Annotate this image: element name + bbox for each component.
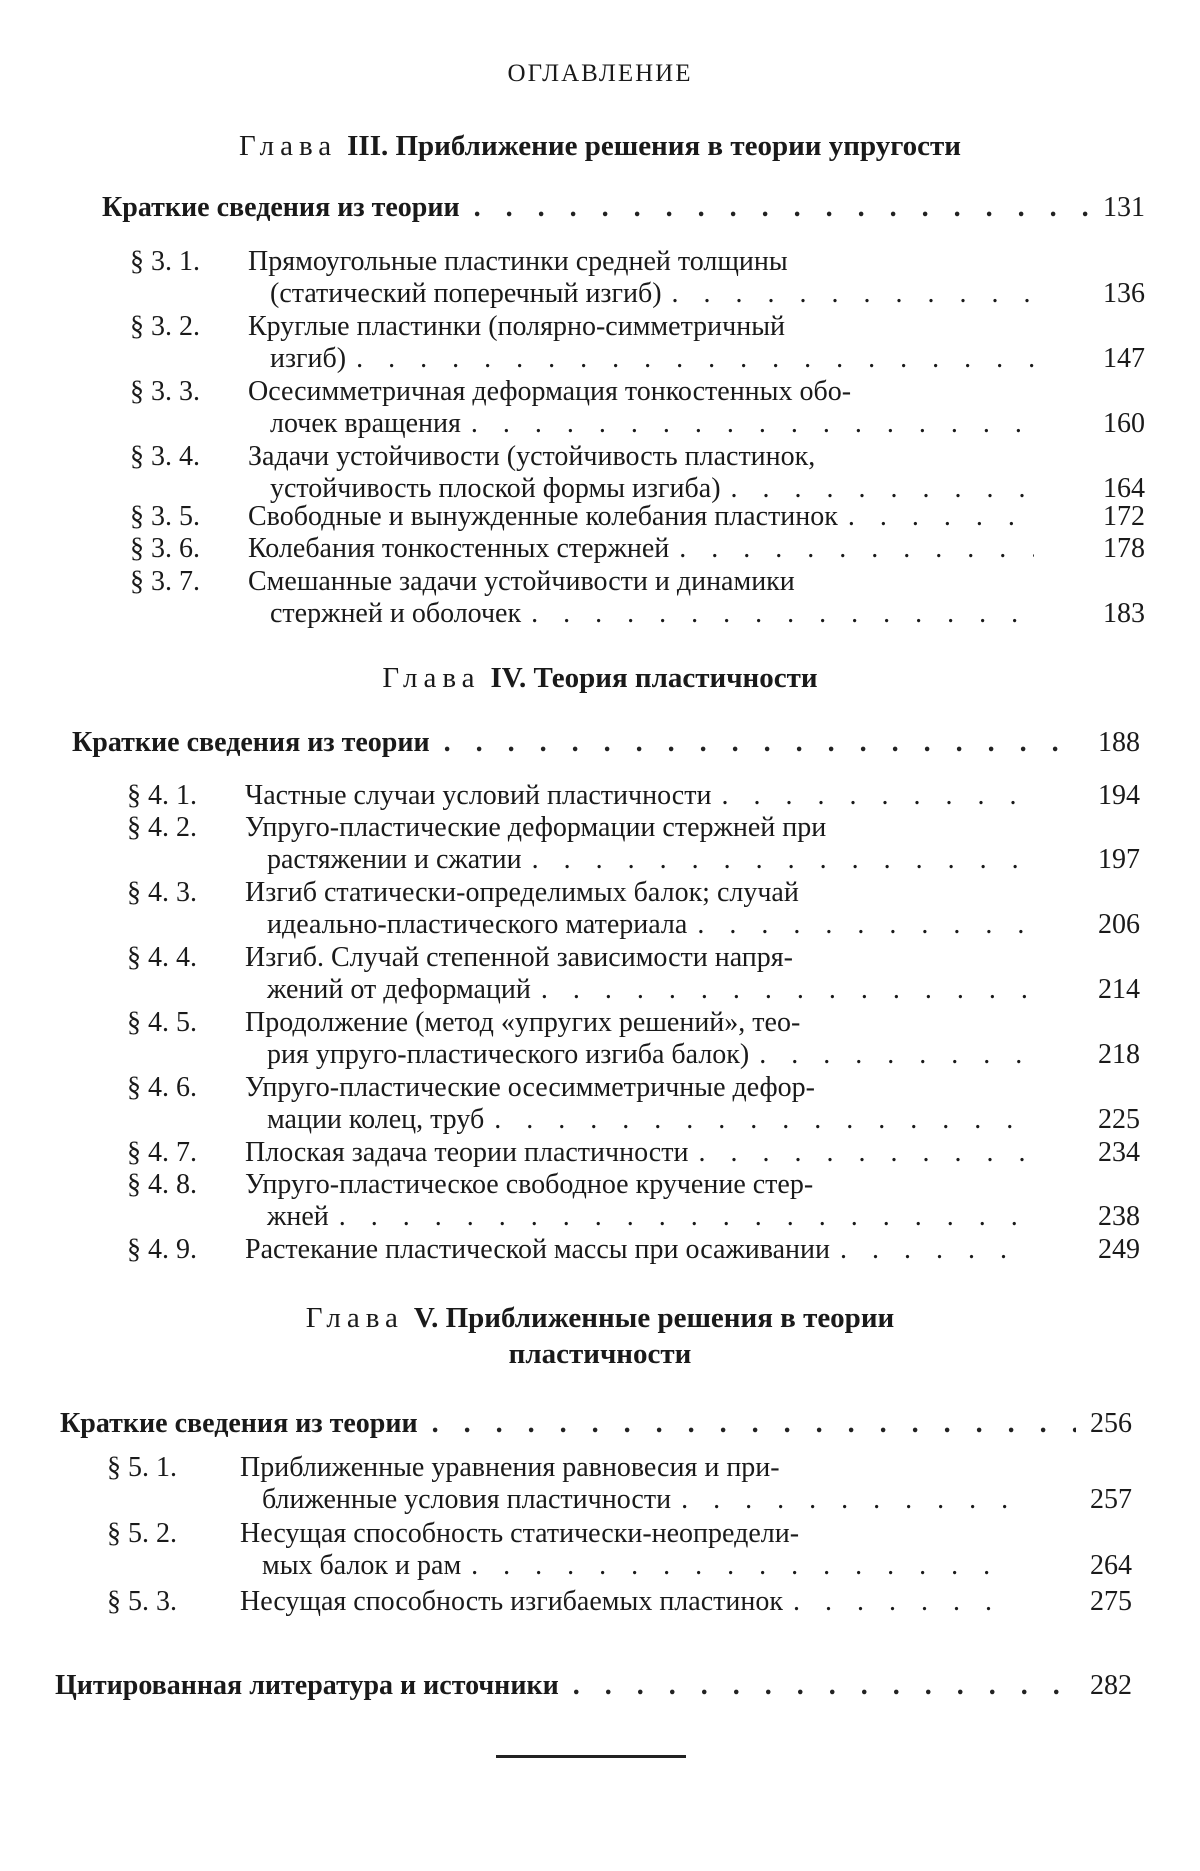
section-title: Упруго-пластические осесимметричные дефор- (245, 1072, 815, 1103)
section-number: § 5. 2. (107, 1518, 177, 1549)
section-line-continued (245, 909, 1037, 941)
section-number: § 4. 8. (127, 1169, 197, 1200)
section-number: § 3. 7. (130, 566, 200, 597)
section-body (245, 877, 1037, 941)
section-title-continued: лочек вращения (270, 408, 461, 439)
section-line (248, 501, 1044, 533)
dot-leader (532, 844, 1027, 876)
section-body (245, 1234, 1037, 1266)
section-title: Несущая способность статически-неопредели- (240, 1518, 800, 1549)
page-number: 275 (1090, 1586, 1132, 1617)
entry-text: Краткие сведения из теории (72, 727, 430, 758)
section-body (248, 246, 1044, 310)
toc-section[interactable] (127, 1169, 1140, 1233)
section-title-continued: идеально-пластического материала (267, 909, 688, 940)
toc-section[interactable] (130, 501, 1145, 533)
toc-section[interactable] (130, 246, 1145, 310)
section-title-continued: мых балок и рам (262, 1550, 462, 1581)
section-title: Прямоугольные пластинки средней толщины (248, 246, 788, 277)
section-title: Колебания тонкостенных стержней (248, 533, 670, 564)
section-line (248, 311, 1044, 343)
toc-entry-literature[interactable] (55, 1670, 1132, 1702)
page-number: 256 (1090, 1408, 1132, 1439)
page-number: 225 (1098, 1104, 1140, 1135)
section-line (245, 1137, 1037, 1169)
section-body (245, 780, 1037, 812)
section-title-continued: стержней и оболочек (270, 598, 522, 629)
section-line (248, 376, 1044, 408)
page-number: 197 (1098, 844, 1140, 875)
section-number: § 4. 3. (127, 877, 197, 908)
page-number: 160 (1103, 408, 1145, 439)
dot-leader (721, 780, 1027, 812)
section-body (248, 566, 1044, 630)
section-title-continued: (статический поперечный изгиб) (270, 278, 662, 309)
section-line-continued (245, 1104, 1037, 1136)
page-number: 172 (1103, 501, 1145, 532)
dot-leader (494, 1104, 1027, 1136)
section-line (248, 533, 1044, 565)
toc-section[interactable] (130, 566, 1145, 630)
toc-entry-summary[interactable] (102, 192, 1145, 224)
page-number: 183 (1103, 598, 1145, 629)
section-number: § 3. 3. (130, 376, 200, 407)
chapter-heading (0, 128, 1200, 164)
section-title-continued: жений от деформаций (267, 974, 531, 1005)
section-title-continued: устойчивость плоской формы изгиба) (270, 473, 721, 504)
dot-leader (672, 278, 1034, 310)
dot-leader (697, 909, 1027, 941)
toc-section[interactable] (107, 1518, 1132, 1582)
chapter-title: III. Приближение решения в теории упругости (347, 130, 961, 162)
section-number: § 5. 1. (107, 1452, 177, 1483)
section-line-continued (248, 343, 1044, 375)
section-title: Смешанные задачи устойчивости и динамики (248, 566, 795, 597)
section-line (245, 1072, 1037, 1104)
toc-section[interactable] (107, 1452, 1132, 1516)
section-body (245, 1072, 1037, 1136)
section-number: § 3. 2. (130, 311, 200, 342)
section-line-continued (245, 1201, 1037, 1233)
chapter-title: IV. Теория пластичности (490, 662, 818, 694)
section-body (245, 1169, 1037, 1233)
toc-entry-summary[interactable] (72, 727, 1140, 759)
dot-leader (444, 727, 1084, 759)
dot-leader (573, 1670, 1076, 1702)
entry-text: Краткие сведения из теории (102, 192, 460, 223)
section-line (240, 1452, 1025, 1484)
section-title: Упруго-пластические деформации стержней при (245, 812, 827, 843)
section-body (240, 1586, 1025, 1618)
section-line-continued (245, 1039, 1037, 1071)
section-body (248, 311, 1044, 375)
dot-leader (759, 1039, 1027, 1071)
dot-leader (679, 533, 1034, 565)
section-title: Приближенные уравнения равновесия и при- (240, 1452, 780, 1483)
section-title: Упруго-пластическое свободное кручение стер- (245, 1169, 814, 1200)
dot-leader (356, 343, 1034, 375)
dot-leader (531, 598, 1034, 630)
section-title-continued: растяжении и сжатии (267, 844, 522, 875)
section-title: Продолжение (метод «упругих решений», тео- (245, 1007, 801, 1038)
section-line (245, 780, 1037, 812)
section-title: Растекание пластической массы при осаживании (245, 1234, 830, 1265)
dot-leader (471, 408, 1034, 440)
section-line-continued (240, 1550, 1025, 1582)
section-title: Круглые пластинки (полярно-симметричный (248, 311, 785, 342)
section-body (245, 812, 1037, 876)
section-title-continued: рия упруго-пластического изгиба балок) (267, 1039, 750, 1070)
section-number: § 4. 1. (127, 780, 197, 811)
dot-leader (848, 501, 1034, 533)
section-body (245, 1007, 1037, 1071)
chapter-label: Глава (239, 130, 338, 162)
dot-leader (840, 1234, 1027, 1266)
section-title: Задачи устойчивости (устойчивость пластинок, (248, 441, 816, 472)
section-line (248, 566, 1044, 598)
page-number: 264 (1090, 1550, 1132, 1581)
section-line (245, 1169, 1037, 1201)
section-body (248, 376, 1044, 440)
section-title: Несущая способность изгибаемых пластинок (240, 1586, 783, 1617)
chapter-heading (0, 1300, 1200, 1372)
section-number: § 4. 5. (127, 1007, 197, 1038)
section-line (245, 877, 1037, 909)
section-line (240, 1518, 1025, 1550)
toc-section[interactable] (127, 780, 1140, 812)
page-number: 257 (1090, 1484, 1132, 1515)
dot-leader (471, 1550, 1015, 1582)
dot-leader (698, 1137, 1027, 1169)
section-line-continued (248, 408, 1044, 440)
toc-section[interactable] (127, 1137, 1140, 1169)
page-number: 147 (1103, 343, 1145, 374)
section-body (245, 1137, 1037, 1169)
toc-entry-summary[interactable] (60, 1408, 1132, 1440)
dot-leader (432, 1408, 1076, 1440)
section-number: § 4. 6. (127, 1072, 197, 1103)
section-title: Изгиб статически-определимых балок; случай (245, 877, 799, 908)
section-body (248, 441, 1044, 505)
chapter-label: Глава (305, 1302, 404, 1334)
page-number: 238 (1098, 1201, 1140, 1232)
dot-leader (681, 1484, 1015, 1516)
section-title-continued: мации колец, труб (267, 1104, 485, 1135)
page-number: 164 (1103, 473, 1145, 504)
page-number: 206 (1098, 909, 1140, 940)
page-number: 249 (1098, 1234, 1140, 1265)
chapter-heading (0, 660, 1200, 696)
section-number: § 3. 1. (130, 246, 200, 277)
dot-leader (793, 1586, 1015, 1618)
page-number: 282 (1090, 1670, 1132, 1701)
section-body (240, 1452, 1025, 1516)
section-title: Плоская задача теории пластичности (245, 1137, 689, 1168)
section-title: Частные случаи условий пластичности (245, 780, 712, 811)
page-number: 131 (1103, 192, 1145, 223)
section-line (248, 246, 1044, 278)
entry-text: Краткие сведения из теории (60, 1408, 418, 1439)
section-title: Изгиб. Случай степенной зависимости напря- (245, 942, 793, 973)
section-body (245, 942, 1037, 1006)
section-number: § 4. 4. (127, 942, 197, 973)
chapter-title-continued: пластичности (508, 1338, 692, 1370)
page-number: 194 (1098, 780, 1140, 811)
section-number: § 3. 5. (130, 501, 200, 532)
chapter-label: Глава (382, 662, 481, 694)
toc-section[interactable] (127, 942, 1140, 1006)
section-body (248, 501, 1044, 533)
section-title-continued: ближенные условия пластичности (262, 1484, 672, 1515)
toc-section[interactable] (127, 812, 1140, 876)
section-number: § 4. 9. (127, 1234, 197, 1265)
section-body (248, 533, 1044, 565)
toc-section[interactable] (130, 441, 1145, 505)
toc-section[interactable] (130, 376, 1145, 440)
section-line-continued (245, 974, 1037, 1006)
section-line (245, 942, 1037, 974)
section-number: § 4. 2. (127, 812, 197, 843)
page-number: 218 (1098, 1039, 1140, 1070)
section-title-continued: изгиб) (270, 343, 347, 374)
section-number: § 4. 7. (127, 1137, 197, 1168)
section-title: Свободные и вынужденные колебания пластинок (248, 501, 838, 532)
chapter-title: V. Приближенные решения в теории (413, 1302, 895, 1334)
dot-leader (339, 1201, 1027, 1233)
dot-leader (541, 974, 1027, 1006)
page-number: 234 (1098, 1137, 1140, 1168)
section-line (240, 1586, 1025, 1618)
toc-section[interactable] (127, 877, 1140, 941)
dot-leader (474, 192, 1089, 224)
page-number: 136 (1103, 278, 1145, 309)
section-line (245, 1234, 1037, 1266)
section-number: § 3. 4. (130, 441, 200, 472)
toc-section[interactable] (127, 1072, 1140, 1136)
section-title: Осесимметричная деформация тонкостенных обо- (248, 376, 852, 407)
toc-section[interactable] (127, 1234, 1140, 1266)
page-title: ОГЛАВЛЕНИЕ (507, 60, 693, 87)
section-line (245, 1007, 1037, 1039)
page-number: 214 (1098, 974, 1140, 1005)
closing-rule (496, 1755, 686, 1758)
section-body (240, 1518, 1025, 1582)
section-number: § 3. 6. (130, 533, 200, 564)
section-line (245, 812, 1037, 844)
toc-section[interactable] (130, 533, 1145, 565)
section-line (248, 441, 1044, 473)
toc-section[interactable] (107, 1586, 1132, 1618)
section-line-continued (248, 278, 1044, 310)
page-number: 178 (1103, 533, 1145, 564)
toc-section[interactable] (127, 1007, 1140, 1071)
entry-text: Цитированная литература и источники (55, 1670, 559, 1701)
section-number: § 5. 3. (107, 1586, 177, 1617)
section-title-continued: жней (267, 1201, 329, 1232)
page-number: 188 (1098, 727, 1140, 758)
toc-section[interactable] (130, 311, 1145, 375)
section-line-continued (245, 844, 1037, 876)
section-line-continued (240, 1484, 1025, 1516)
section-line-continued (248, 598, 1044, 630)
